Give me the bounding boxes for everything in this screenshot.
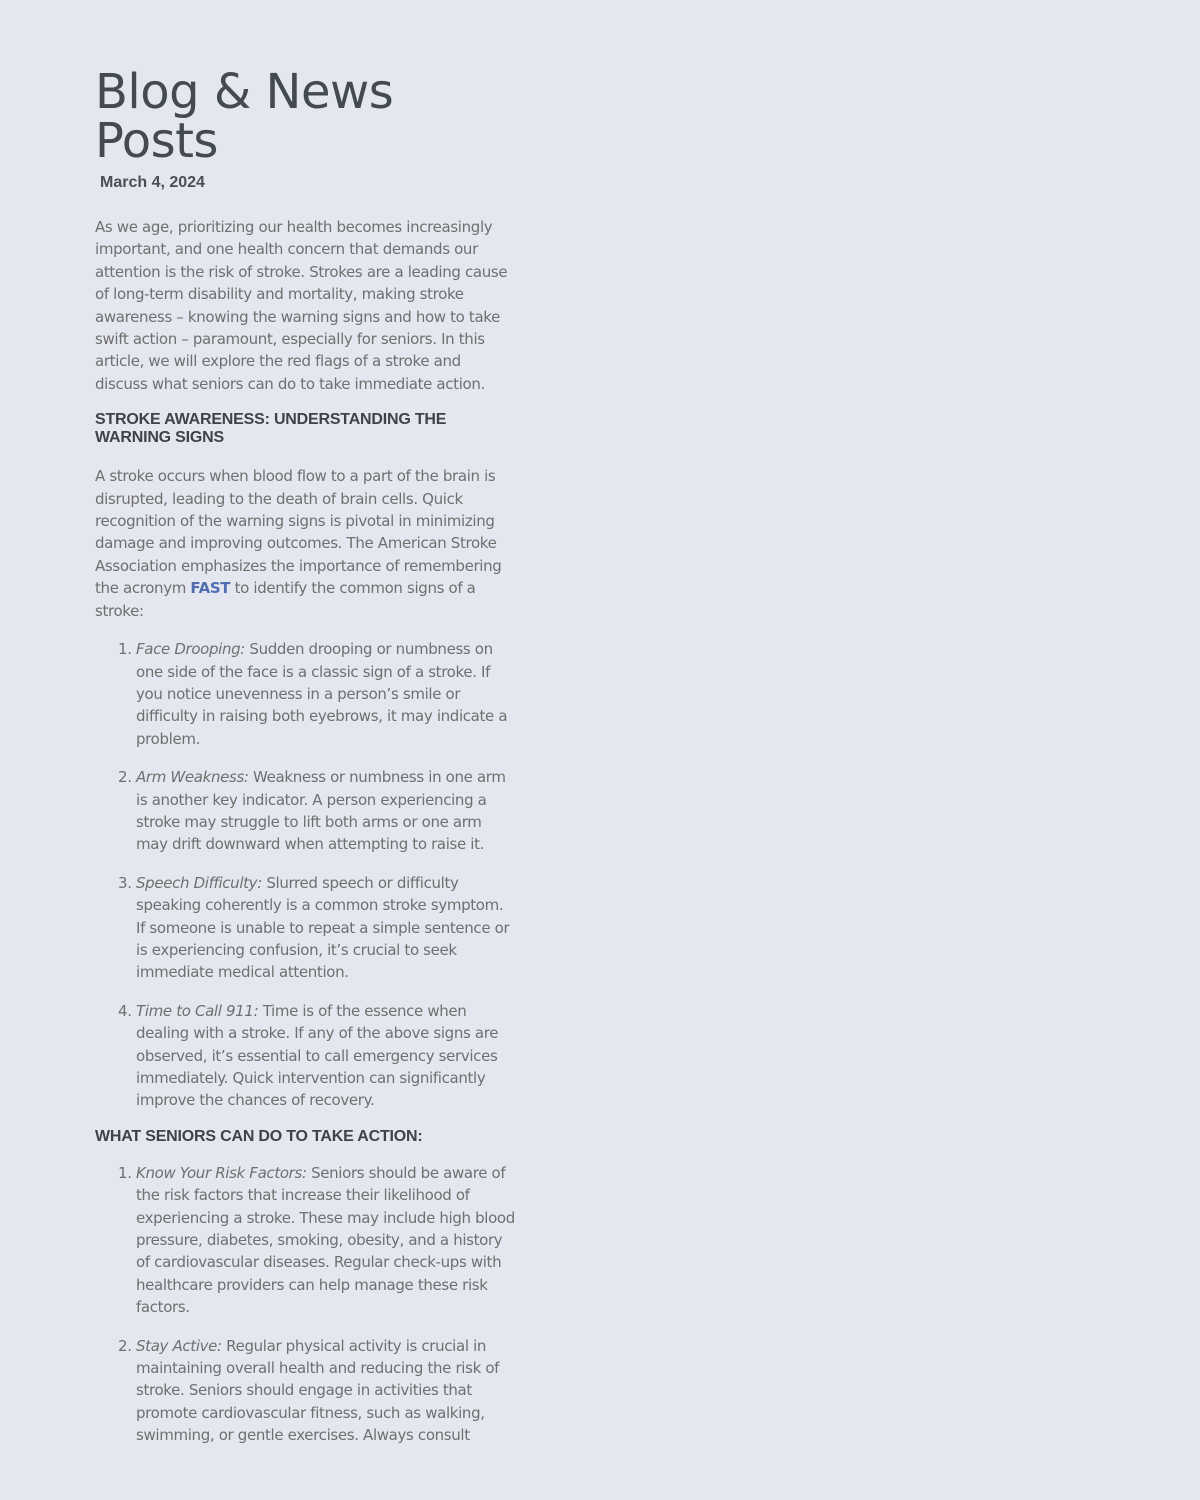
warning-signs-paragraph	[95, 465, 515, 622]
post-date: March 4, 2024	[100, 174, 205, 191]
list-item-term: Arm Weakness:	[136, 768, 249, 787]
list-item-text: Time is of the essence when dealing with a stroke. If any of the above signs are observed, it’s essential to call emergency services immediately. Quick intervention can significantly improve the chances of recovery.	[136, 1001, 499, 1110]
list-item	[136, 872, 515, 984]
list-item	[136, 1162, 515, 1319]
list-item-term: Face Drooping:	[136, 640, 246, 659]
list-item-text: Seniors should be aware of the risk factors that increase their likelihood of experiencing a stroke. These may include high blood pressure, diabetes, smoking, obesity, and a history of cardiovascular diseases. Regular check-ups with healthcare providers can help manage these risk factors.	[136, 1163, 515, 1317]
list-item-term: Stay Active:	[136, 1336, 222, 1355]
take-action-list	[95, 1162, 515, 1447]
list-item	[136, 638, 515, 750]
list-item	[136, 1000, 515, 1112]
article-content	[95, 64, 515, 1447]
list-item-term: Time to Call 911:	[136, 1001, 259, 1020]
list-item-text: Sudden drooping or numbness on one side of the face is a classic sign of a stroke. If you notice unevenness in a person’s smile or difficulty in raising both eyebrows, it may indicate a problem.	[136, 640, 508, 748]
paragraph-text: A stroke occurs when blood flow to a part of the brain is disrupted, leading to the death of brain cells. Quick recognition of the warning signs is pivotal in minimizing damage and improving outcomes. The American Stroke Association emphasizes the importance of remembering the acronym	[95, 467, 502, 598]
list-item-term: Speech Difficulty:	[136, 873, 262, 892]
paragraph-text: to identify the common signs of a stroke:	[95, 579, 476, 620]
page-title: Blog & News Posts	[95, 64, 394, 169]
intro-paragraph: As we age, prioritizing our health becomes increasingly important, and one health concern that demands our attention is the risk of stroke. Strokes are a leading cause of long-term disability and mortality, making stroke awareness – knowing the warning signs and how to take swift action – paramount, especially for seniors. In this article, we will explore the red flags of a stroke and discuss what seniors can do to take immediate action.	[95, 218, 508, 393]
list-item	[136, 1335, 515, 1447]
list-item	[136, 766, 515, 856]
list-item-text: Slurred speech or difficulty speaking coherently is a common stroke symptom. If someone is unable to repeat a simple sentence or is experiencing confusion, it’s crucial to seek immediate medical attention.	[136, 873, 510, 982]
section-heading-warning-signs: STROKE AWARENESS: UNDERSTANDING THE WARNING SIGNS	[95, 411, 447, 447]
section-heading-take-action: WHAT SENIORS CAN DO TO TAKE ACTION:	[95, 1127, 423, 1145]
warning-signs-list	[95, 638, 515, 1112]
list-item-text: Regular physical activity is crucial in maintaining overall health and reducing the risk of stroke. Seniors should engage in activities that promote cardiovascular fitness, such as walking, swimming, or gentle exercises. Always consult	[136, 1336, 500, 1445]
list-item-text: Weakness or numbness in one arm is another key indicator. A person experiencing a stroke may struggle to lift both arms or one arm may drift downward when attempting to raise it.	[136, 768, 506, 854]
fast-link[interactable]: FAST	[190, 579, 231, 598]
list-item-term: Know Your Risk Factors:	[136, 1163, 307, 1182]
